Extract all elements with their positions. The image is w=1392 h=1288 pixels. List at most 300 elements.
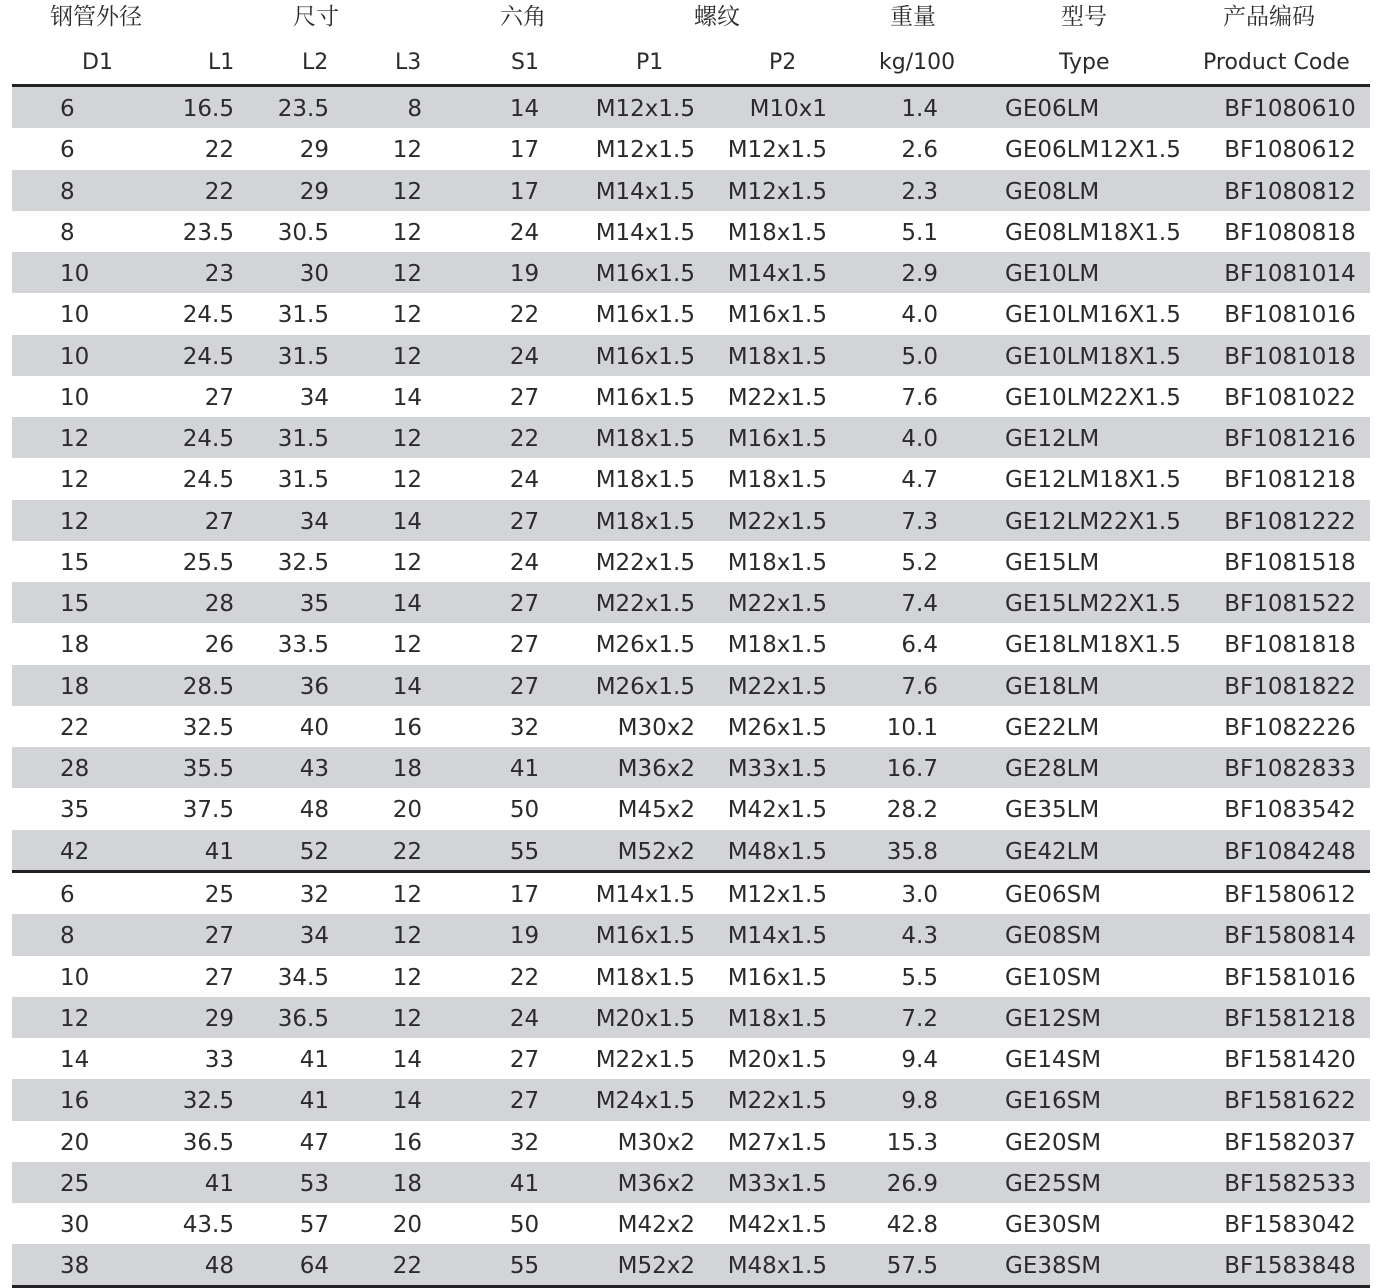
cell-l3: 12 — [392, 426, 422, 452]
cell-s1: 27 — [509, 632, 540, 659]
cell-p1: M26x1.5 — [595, 673, 695, 700]
table-row — [12, 706, 1370, 747]
cell-weight: 5.2 — [901, 549, 938, 576]
cell-d1: 25 — [60, 1170, 90, 1197]
cell-l2: 48 — [299, 797, 329, 824]
table-row — [12, 582, 1370, 623]
table-row — [12, 128, 1370, 169]
cell-type: GE12LM22X1.5 — [1005, 508, 1181, 535]
cell-l1: 26 — [204, 632, 234, 659]
table-header — [12, 0, 1370, 84]
cell-d1: 42 — [60, 838, 90, 865]
cell-d1: 8 — [60, 923, 75, 950]
header-col-p1: P1 — [636, 50, 664, 75]
cell-product-code: BF1081822 — [1224, 673, 1356, 700]
cell-p2: M20x1.5 — [727, 1047, 827, 1073]
cell-l3: 14 — [392, 673, 422, 700]
cell-l3: 20 — [392, 797, 422, 824]
header-col-weight-unit: kg/100 — [879, 50, 956, 75]
cell-l2: 40 — [299, 714, 329, 741]
cell-d1: 15 — [60, 591, 90, 617]
cell-l1: 16.5 — [182, 96, 234, 122]
cell-p2: M16x1.5 — [727, 302, 827, 329]
cell-l1: 27 — [204, 508, 234, 535]
cell-type: GE22LM — [1005, 714, 1100, 741]
header-group-tube-od: 钢管外径 — [50, 4, 142, 30]
cell-weight: 3.0 — [901, 882, 938, 908]
cell-product-code: BF1583042 — [1224, 1212, 1356, 1238]
cell-l3: 14 — [392, 591, 422, 617]
cell-d1: 12 — [60, 467, 90, 494]
cell-p1: M36x2 — [617, 1170, 695, 1197]
cell-weight: 4.3 — [901, 923, 938, 950]
cell-weight: 10.1 — [886, 714, 938, 741]
cell-weight: 26.9 — [886, 1170, 938, 1197]
header-group-thread: 螺纹 — [694, 4, 740, 30]
cell-l3: 12 — [392, 1005, 422, 1032]
cell-l3: 14 — [392, 508, 422, 535]
cell-d1: 10 — [60, 261, 90, 287]
cell-s1: 27 — [509, 1088, 540, 1115]
cell-d1: 12 — [60, 508, 90, 535]
cell-weight: 2.3 — [901, 178, 938, 205]
cell-s1: 41 — [509, 756, 540, 782]
cell-p2: M22x1.5 — [727, 384, 827, 411]
header-col-p2: P2 — [769, 50, 797, 75]
cell-product-code: BF1581218 — [1224, 1005, 1356, 1032]
cell-p1: M30x2 — [617, 1129, 695, 1156]
header-group-dimensions: 尺寸 — [293, 4, 339, 30]
cell-p2: M48x1.5 — [727, 838, 827, 865]
cell-product-code: BF1581622 — [1224, 1088, 1356, 1115]
cell-p1: M24x1.5 — [595, 1088, 695, 1115]
table-row — [12, 335, 1370, 376]
cell-type: GE10SM — [1005, 964, 1102, 991]
cell-l2: 35 — [299, 591, 329, 617]
table-row — [12, 788, 1370, 829]
cell-product-code: BF1081018 — [1224, 343, 1356, 370]
cell-s1: 27 — [509, 673, 540, 700]
cell-weight: 57.5 — [886, 1253, 938, 1280]
cell-l2: 30 — [299, 261, 329, 287]
cell-product-code: BF1581420 — [1224, 1047, 1356, 1073]
cell-p2: M42x1.5 — [727, 797, 827, 824]
cell-l2: 34.5 — [277, 964, 329, 991]
cell-weight: 7.4 — [901, 591, 938, 617]
cell-weight: 5.1 — [901, 219, 938, 246]
cell-p2: M22x1.5 — [727, 508, 827, 535]
header-col-s1: S1 — [511, 50, 539, 75]
cell-s1: 17 — [509, 137, 540, 164]
cell-s1: 55 — [509, 1253, 540, 1280]
cell-p1: M22x1.5 — [595, 1047, 695, 1073]
cell-p1: M18x1.5 — [595, 426, 695, 452]
table-row — [12, 747, 1370, 788]
cell-s1: 22 — [509, 964, 540, 991]
cell-s1: 22 — [509, 302, 540, 329]
cell-d1: 12 — [60, 426, 90, 452]
cell-l2: 53 — [299, 1170, 329, 1197]
cell-l3: 12 — [392, 137, 422, 164]
table-row — [12, 914, 1370, 955]
cell-product-code: BF1583848 — [1224, 1253, 1356, 1280]
cell-d1: 16 — [60, 1088, 90, 1115]
cell-product-code: BF1081014 — [1224, 261, 1356, 287]
cell-type: GE10LM22X1.5 — [1005, 384, 1181, 411]
table-row — [12, 211, 1370, 252]
table-row — [12, 873, 1370, 914]
cell-l1: 29 — [204, 1005, 234, 1032]
cell-type: GE14SM — [1005, 1047, 1102, 1073]
cell-p2: M27x1.5 — [727, 1129, 827, 1156]
cell-s1: 14 — [509, 96, 540, 122]
cell-s1: 17 — [509, 882, 540, 908]
header-group-product-code: 产品编码 — [1223, 4, 1315, 30]
cell-s1: 17 — [509, 178, 540, 205]
cell-p2: M16x1.5 — [727, 964, 827, 991]
header-col-d1: D1 — [82, 50, 113, 75]
cell-l1: 36.5 — [182, 1129, 234, 1156]
cell-l2: 52 — [299, 838, 329, 865]
cell-d1: 20 — [60, 1129, 90, 1156]
cell-l1: 48 — [204, 1253, 234, 1280]
table-row — [12, 1244, 1370, 1285]
cell-p2: M18x1.5 — [727, 343, 827, 370]
cell-l1: 41 — [204, 1170, 234, 1197]
cell-p2: M12x1.5 — [727, 178, 827, 205]
cell-p2: M42x1.5 — [727, 1212, 827, 1238]
cell-p2: M12x1.5 — [727, 137, 827, 164]
cell-s1: 50 — [509, 1212, 540, 1238]
cell-product-code: BF1080812 — [1224, 178, 1356, 205]
cell-l1: 22 — [204, 178, 234, 205]
table-row — [12, 997, 1370, 1038]
table-row — [12, 665, 1370, 706]
cell-d1: 10 — [60, 384, 90, 411]
cell-p2: M22x1.5 — [727, 1088, 827, 1115]
cell-p1: M30x2 — [617, 714, 695, 741]
cell-weight: 9.4 — [901, 1047, 938, 1073]
table-row — [12, 293, 1370, 334]
cell-l2: 31.5 — [277, 426, 329, 452]
header-col-product-code: Product Code — [1203, 50, 1350, 75]
cell-weight: 7.3 — [901, 508, 938, 535]
cell-l1: 27 — [204, 923, 234, 950]
table-row — [12, 1162, 1370, 1203]
table-body-section-b — [12, 873, 1370, 1286]
cell-l2: 31.5 — [277, 467, 329, 494]
cell-d1: 8 — [60, 219, 75, 246]
cell-l1: 28.5 — [182, 673, 234, 700]
cell-l1: 28 — [204, 591, 234, 617]
cell-l1: 24.5 — [182, 302, 234, 329]
cell-l3: 12 — [392, 302, 422, 329]
cell-p2: M14x1.5 — [727, 923, 827, 950]
cell-product-code: BF1080610 — [1224, 96, 1356, 122]
cell-l3: 16 — [392, 714, 422, 741]
table-row — [12, 170, 1370, 211]
cell-type: GE08LM — [1005, 178, 1100, 205]
cell-product-code: BF1580814 — [1224, 923, 1356, 950]
cell-l1: 25 — [204, 882, 234, 908]
header-col-l1: L1 — [208, 50, 235, 75]
cell-l1: 27 — [204, 384, 234, 411]
cell-type: GE35LM — [1005, 797, 1100, 824]
cell-l2: 31.5 — [277, 302, 329, 329]
cell-p2: M33x1.5 — [727, 756, 827, 782]
cell-product-code: BF1083542 — [1224, 797, 1356, 824]
cell-l2: 57 — [299, 1212, 329, 1238]
cell-p1: M22x1.5 — [595, 549, 695, 576]
cell-l3: 12 — [392, 343, 422, 370]
cell-weight: 1.4 — [901, 96, 938, 122]
cell-s1: 27 — [509, 384, 540, 411]
cell-p2: M10x1 — [749, 96, 827, 122]
cell-type: GE16SM — [1005, 1088, 1102, 1115]
table-row — [12, 458, 1370, 499]
cell-l2: 47 — [299, 1129, 329, 1156]
cell-l3: 22 — [392, 1253, 422, 1280]
cell-d1: 35 — [60, 797, 90, 824]
cell-s1: 24 — [509, 343, 540, 370]
cell-l1: 43.5 — [182, 1212, 234, 1238]
cell-l2: 23.5 — [277, 96, 329, 122]
cell-l2: 43 — [299, 756, 329, 782]
cell-l1: 23 — [204, 261, 234, 287]
cell-product-code: BF1081022 — [1224, 384, 1356, 411]
cell-s1: 32 — [509, 714, 540, 741]
cell-p2: M18x1.5 — [727, 1005, 827, 1032]
cell-l2: 36.5 — [277, 1005, 329, 1032]
cell-d1: 28 — [60, 756, 90, 782]
cell-weight: 35.8 — [886, 838, 938, 865]
header-col-type: Type — [1059, 50, 1110, 75]
cell-weight: 15.3 — [886, 1129, 938, 1156]
cell-type: GE25SM — [1005, 1170, 1102, 1197]
cell-p1: M14x1.5 — [595, 219, 695, 246]
cell-p1: M16x1.5 — [595, 343, 695, 370]
cell-d1: 10 — [60, 964, 90, 991]
cell-p1: M18x1.5 — [595, 508, 695, 535]
cell-p1: M14x1.5 — [595, 178, 695, 205]
table-row — [12, 1121, 1370, 1162]
cell-s1: 24 — [509, 549, 540, 576]
table-row — [12, 87, 1370, 128]
cell-p1: M18x1.5 — [595, 467, 695, 494]
header-group-weight: 重量 — [890, 4, 936, 30]
cell-l3: 20 — [392, 1212, 422, 1238]
cell-l2: 29 — [299, 137, 329, 164]
cell-type: GE06LM — [1005, 96, 1100, 122]
cell-l1: 32.5 — [182, 714, 234, 741]
cell-p1: M26x1.5 — [595, 632, 695, 659]
cell-s1: 27 — [509, 1047, 540, 1073]
cell-type: GE08SM — [1005, 923, 1102, 950]
table-body-section-a — [12, 87, 1370, 871]
cell-weight: 42.8 — [886, 1212, 938, 1238]
cell-p1: M12x1.5 — [595, 96, 695, 122]
header-col-l3: L3 — [395, 50, 422, 75]
table-row — [12, 830, 1370, 871]
cell-product-code: BF1080612 — [1224, 137, 1356, 164]
cell-d1: 8 — [60, 178, 75, 205]
cell-product-code: BF1582037 — [1224, 1129, 1356, 1156]
cell-type: GE12LM — [1005, 426, 1100, 452]
cell-type: GE28LM — [1005, 756, 1100, 782]
cell-weight: 4.0 — [901, 302, 938, 329]
cell-l3: 18 — [392, 1170, 422, 1197]
cell-type: GE15LM — [1005, 549, 1100, 576]
cell-l1: 25.5 — [182, 549, 234, 576]
cell-product-code: BF1081016 — [1224, 302, 1356, 329]
cell-weight: 6.4 — [901, 632, 938, 659]
cell-weight: 9.8 — [901, 1088, 938, 1115]
cell-d1: 22 — [60, 714, 90, 741]
cell-type: GE10LM16X1.5 — [1005, 302, 1181, 329]
cell-s1: 24 — [509, 1005, 540, 1032]
cell-l3: 12 — [392, 923, 422, 950]
table-row — [12, 956, 1370, 997]
cell-l3: 22 — [392, 838, 422, 865]
cell-l3: 12 — [392, 549, 422, 576]
cell-type: GE30SM — [1005, 1212, 1102, 1238]
cell-type: GE06LM12X1.5 — [1005, 137, 1181, 164]
cell-weight: 28.2 — [886, 797, 938, 824]
cell-p1: M16x1.5 — [595, 302, 695, 329]
cell-d1: 12 — [60, 1005, 90, 1032]
cell-product-code: BF1081522 — [1224, 591, 1356, 617]
cell-p2: M12x1.5 — [727, 882, 827, 908]
cell-l3: 12 — [392, 219, 422, 246]
cell-weight: 7.6 — [901, 384, 938, 411]
cell-l1: 23.5 — [182, 219, 234, 246]
cell-l3: 12 — [392, 882, 422, 908]
cell-product-code: BF1082833 — [1224, 756, 1356, 782]
cell-s1: 32 — [509, 1129, 540, 1156]
cell-product-code: BF1081216 — [1224, 426, 1356, 452]
cell-d1: 18 — [60, 632, 90, 659]
cell-product-code: BF1081222 — [1224, 508, 1356, 535]
cell-l1: 33 — [204, 1047, 234, 1073]
cell-weight: 5.5 — [901, 964, 938, 991]
table-row — [12, 541, 1370, 582]
cell-l1: 37.5 — [182, 797, 234, 824]
cell-p1: M20x1.5 — [595, 1005, 695, 1032]
cell-l2: 41 — [299, 1047, 329, 1073]
cell-l2: 31.5 — [277, 343, 329, 370]
cell-s1: 19 — [509, 923, 540, 950]
cell-type: GE10LM18X1.5 — [1005, 343, 1181, 370]
cell-product-code: BF1081518 — [1224, 549, 1356, 576]
cell-p1: M42x2 — [617, 1212, 695, 1238]
table-row — [12, 1079, 1370, 1120]
cell-l3: 16 — [392, 1129, 422, 1156]
cell-p1: M14x1.5 — [595, 882, 695, 908]
cell-l3: 14 — [392, 1088, 422, 1115]
cell-p2: M18x1.5 — [727, 219, 827, 246]
cell-p1: M16x1.5 — [595, 923, 695, 950]
cell-p2: M18x1.5 — [727, 549, 827, 576]
cell-d1: 38 — [60, 1253, 90, 1280]
cell-product-code: BF1080818 — [1224, 219, 1356, 246]
cell-l3: 12 — [392, 178, 422, 205]
cell-type: GE08LM18X1.5 — [1005, 219, 1181, 246]
cell-p2: M22x1.5 — [727, 591, 827, 617]
cell-p1: M16x1.5 — [595, 384, 695, 411]
cell-l3: 12 — [392, 964, 422, 991]
cell-s1: 24 — [509, 467, 540, 494]
cell-p1: M36x2 — [617, 756, 695, 782]
cell-p2: M33x1.5 — [727, 1170, 827, 1197]
cell-l1: 35.5 — [182, 756, 234, 782]
cell-l3: 8 — [407, 96, 422, 122]
cell-product-code: BF1582533 — [1224, 1170, 1356, 1197]
cell-p1: M52x2 — [617, 1253, 695, 1280]
cell-d1: 6 — [60, 882, 75, 908]
cell-product-code: BF1581016 — [1224, 964, 1356, 991]
cell-type: GE12LM18X1.5 — [1005, 467, 1181, 494]
cell-d1: 14 — [60, 1047, 90, 1073]
cell-type: GE12SM — [1005, 1005, 1102, 1032]
cell-type: GE10LM — [1005, 261, 1100, 287]
cell-l2: 34 — [299, 384, 329, 411]
cell-s1: 41 — [509, 1170, 540, 1197]
cell-type: GE06SM — [1005, 882, 1102, 908]
cell-p1: M12x1.5 — [595, 137, 695, 164]
cell-s1: 22 — [509, 426, 540, 452]
cell-l1: 27 — [204, 964, 234, 991]
cell-weight: 7.2 — [901, 1005, 938, 1032]
cell-type: GE42LM — [1005, 838, 1100, 865]
cell-l3: 12 — [392, 632, 422, 659]
header-group-type: 型号 — [1061, 4, 1107, 30]
cell-d1: 18 — [60, 673, 90, 700]
cell-l2: 32 — [299, 882, 329, 908]
table-row — [12, 376, 1370, 417]
cell-l1: 24.5 — [182, 343, 234, 370]
cell-s1: 24 — [509, 219, 540, 246]
cell-s1: 27 — [509, 591, 540, 617]
cell-p1: M16x1.5 — [595, 261, 695, 287]
cell-p2: M16x1.5 — [727, 426, 827, 452]
cell-l2: 29 — [299, 178, 329, 205]
cell-d1: 6 — [60, 137, 75, 164]
cell-s1: 19 — [509, 261, 540, 287]
cell-p2: M18x1.5 — [727, 467, 827, 494]
cell-l2: 34 — [299, 923, 329, 950]
cell-l1: 41 — [204, 838, 234, 865]
cell-p2: M22x1.5 — [727, 673, 827, 700]
cell-d1: 10 — [60, 302, 90, 329]
cell-l3: 12 — [392, 467, 422, 494]
cell-weight: 5.0 — [901, 343, 938, 370]
table-row — [12, 417, 1370, 458]
table-row — [12, 500, 1370, 541]
cell-weight: 16.7 — [886, 756, 938, 782]
cell-p1: M52x2 — [617, 838, 695, 865]
cell-product-code: BF1580612 — [1224, 882, 1356, 908]
cell-product-code: BF1081818 — [1224, 632, 1356, 659]
cell-weight: 4.7 — [901, 467, 938, 494]
cell-l2: 32.5 — [277, 549, 329, 576]
cell-weight: 4.0 — [901, 426, 938, 452]
cell-l2: 36 — [299, 673, 329, 700]
cell-s1: 27 — [509, 508, 540, 535]
cell-l1: 32.5 — [182, 1088, 234, 1115]
cell-l2: 33.5 — [277, 632, 329, 659]
cell-l2: 30.5 — [277, 219, 329, 246]
cell-p1: M18x1.5 — [595, 964, 695, 991]
